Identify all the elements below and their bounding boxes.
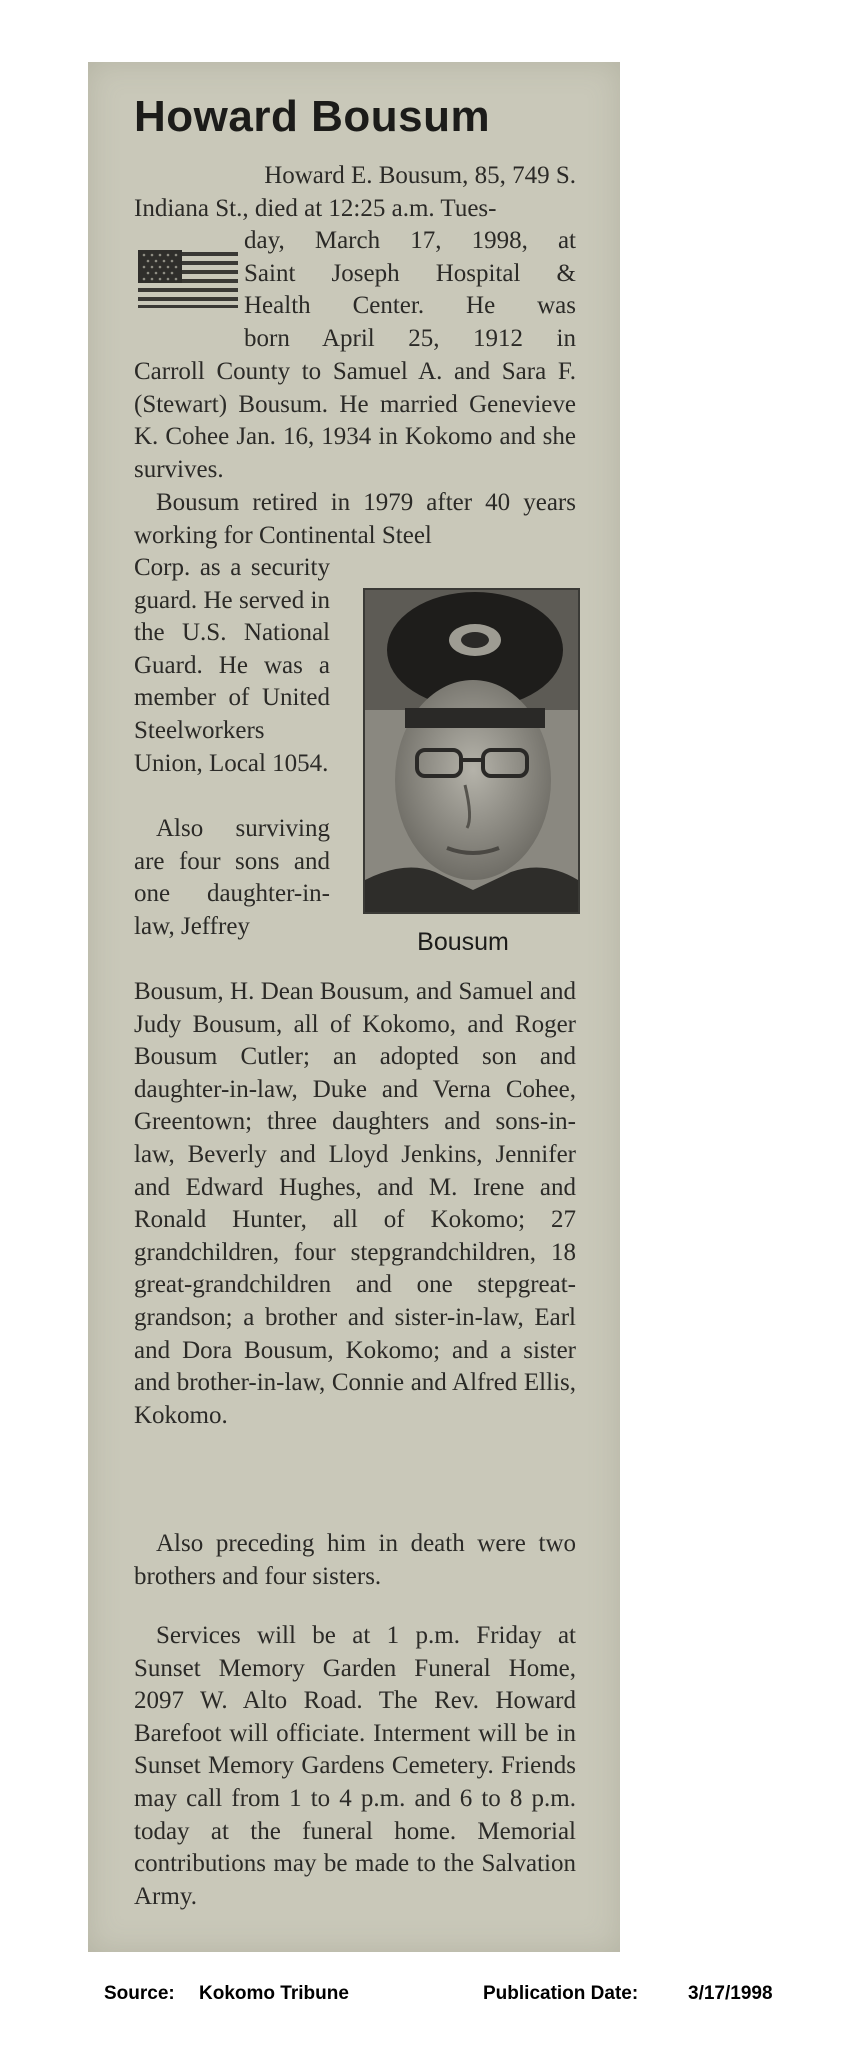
portrait-photo — [363, 588, 580, 914]
american-flag-icon — [138, 250, 238, 308]
source-value: Kokomo Tribune — [199, 1983, 349, 2004]
source-label: Source: — [104, 1983, 175, 2004]
para3-rest: Bousum, H. Dean Bousum, and Samuel and Judy Bousum, all of Kokomo, and Roger Bousum Cutler; an adopted son and daughter-in-law, Duke and Verna Cohee, Greentown; three daughters and sons-in-law, Beverly and Lloyd Jenkins, Jennifer and Edward Hughes, and M. Irene and Ronald Hunter, all of Kokomo; 27 grandchildren, four stepgrandchildren, 18 great-grandchildren and one stepgreat-grandson; a brother and sister-in-law, Earl and Dora Bousum, Kokomo; and a sister and brother-in-law, Connie and Alfred Ellis, Kokomo. — [134, 978, 576, 1429]
para2-full: Bousum retired in 1979 after 40 years working for Continental Steel — [134, 489, 576, 549]
para4: Also preceding him in death were two brothers and four sisters. — [134, 1530, 576, 1590]
publication-date-value: 3/17/1998 — [688, 1983, 773, 2004]
para1-line2: Indiana St., died at 12:25 a.m. Tues- — [134, 194, 497, 222]
photo-caption: Bousum — [417, 928, 509, 956]
para5: Services will be at 1 p.m. Friday at Sunset Memory Garden Funeral Home, 2097 W. Alto Road. The Rev. Howard Barefoot will officiate. Interment will be in Sunset Memory Gardens Cemetery. Friends may call from 1 to 4 p.m. and 6 to 8 p.m. today at the funeral home. Memorial contributions may be made to the Salvation Army. — [134, 1622, 576, 1910]
para3-narrow: Also surviving are four sons and one daughter-in-law, Jeffrey — [134, 815, 330, 940]
para1-line1: Howard E. Bousum, 85, 749 S. Indiana St., died at 12:25 a.m. Tues- — [134, 160, 576, 225]
para2-narrow: Corp. as a security guard. He served in the U.S. National Guard. He was a member of United Steelworkers Union, Local 1054. — [134, 554, 330, 777]
obituary-headline: Howard Bousum — [134, 92, 491, 141]
publication-date-label: Publication Date: — [483, 1983, 639, 2004]
para1-rest: Carroll County to Samuel A. and Sara F. (Stewart) Bousum. He married Genevieve K. Cohee Jan. 16, 1934 in Kokomo and she survives. — [134, 358, 576, 483]
para1-beside-flag: day, March 17, 1998, at Saint Joseph Hospital & Health Center. He was born April 25, 1912 in — [244, 227, 576, 352]
